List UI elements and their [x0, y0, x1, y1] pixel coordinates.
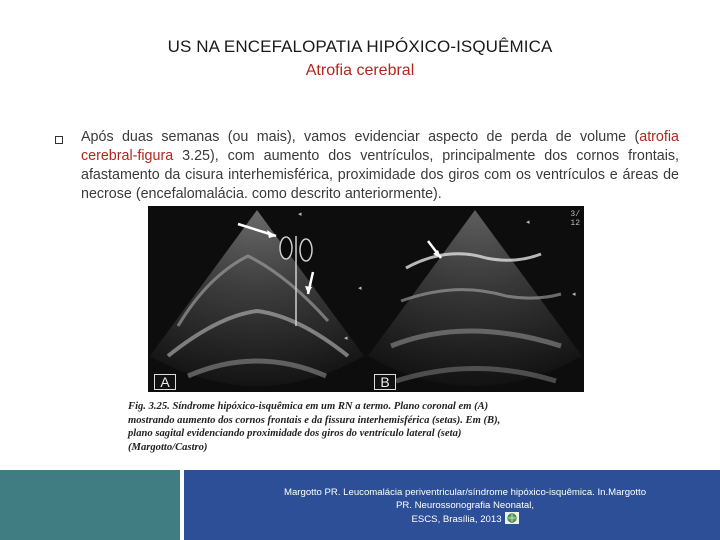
ultrasound-panel-a [148, 206, 366, 392]
globe-logo-icon [505, 512, 519, 524]
svg-text:◂: ◂ [344, 335, 348, 342]
ultrasound-image-b [366, 206, 584, 392]
svg-text:◂: ◂ [298, 211, 302, 218]
svg-text:◂: ◂ [572, 291, 576, 298]
panel-b-label: B [374, 374, 396, 390]
svg-text:◂: ◂ [526, 219, 530, 226]
bullet-text-highlight: atrofia cerebral-figura [81, 129, 679, 164]
bullet-text-part1: Após duas semanas (ou mais), vamos evidenciar aspecto de perda de volume ( [81, 129, 640, 145]
caption-line: Fig. 3.25. Síndrome hipóxico-isquêmica em um RN a termo. Plano coronal em (A) [128, 401, 489, 412]
footer-line: PR. Neurossonografia Neonatal, [395, 500, 535, 511]
bullet-text [81, 128, 679, 204]
slide-subtitle: Atrofia cerebral [305, 62, 415, 79]
caption-line: mostrando aumento dos cornos frontais e da fissura interhemisférica (setas). Em (B), [128, 414, 501, 426]
footer-line-with-icon [250, 512, 680, 526]
footer-reference [250, 486, 680, 526]
figure-caption [128, 400, 568, 454]
footer-line: Margotto PR. Leucomalácia periventricular/síndrome hipóxico-isquêmica. In.Margotto [283, 487, 647, 498]
ultrasound-figure [124, 206, 592, 468]
svg-text:◂: ◂ [358, 285, 362, 292]
caption-line: (Margotto/Castro) [128, 441, 208, 453]
caption-line: plano sagital evidenciando proximidade dos giros do ventrículo lateral (seta) [128, 428, 462, 439]
ultrasound-image-a [148, 206, 366, 392]
footer-left-band [0, 470, 180, 540]
panel-a-label: A [154, 374, 176, 390]
panel-b-corner-label: 3/ 12 [570, 210, 580, 228]
bullet-square-icon [55, 136, 63, 144]
ultrasound-panel-b [366, 206, 584, 392]
bullet-text-part2: 3.25), com aumento dos ventrículos, principalmente dos cornos frontais, afastamento da cisura interhemisférica, proximidade dos giros com os ventrículos e áreas de necrose (encefalomalácia. como descrito anteriormente). [81, 148, 679, 202]
slide-title: US NA ENCEFALOPATIA HIPÓXICO-ISQUÊMICA [167, 37, 553, 56]
footer-line: ESCS, Brasília, 2013 [411, 514, 502, 525]
